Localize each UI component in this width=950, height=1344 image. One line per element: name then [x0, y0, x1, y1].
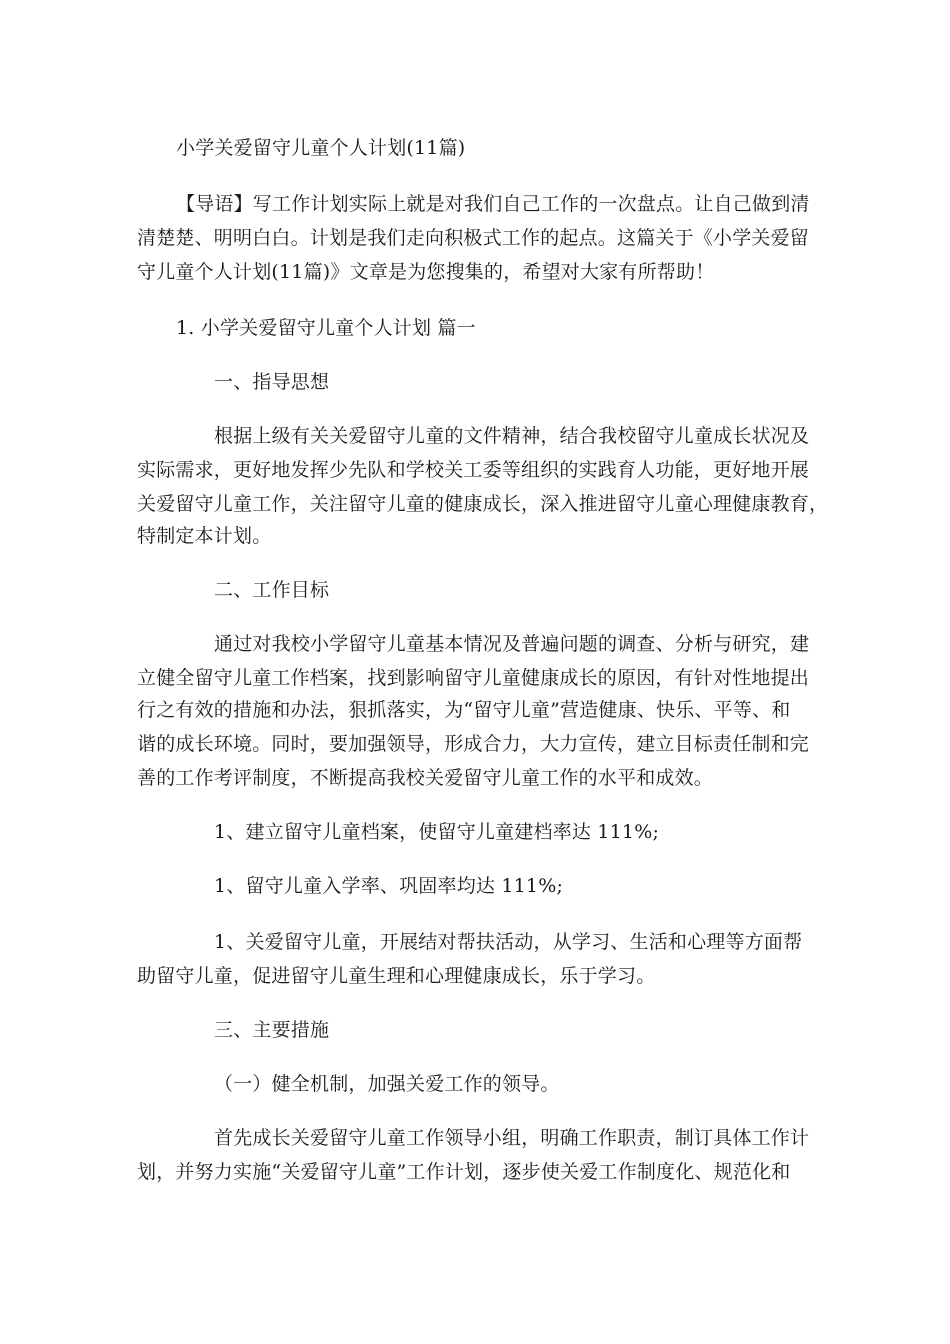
- section3-line-1: 首先成长关爱留守儿童工作领导小组，明确工作职责，制订具体工作计: [214, 1127, 810, 1149]
- section2-line-2: 立健全留守儿童工作档案，找到影响留守儿童健康成长的原因，有针对性地提出: [137, 667, 810, 689]
- section1-line-2: 实际需求，更好地发挥少先队和学校关工委等组织的实践育人功能，更好地开展: [137, 459, 810, 481]
- section2-line-4: 谐的成长环境。同时，要加强领导，形成合力，大力宣传，建立目标责任制和完: [137, 733, 810, 755]
- goal-item-1: 1、建立留守儿童档案，使留守儿童建档率达 111%;: [214, 821, 660, 843]
- section-heading-work-goals: 二、工作目标: [214, 579, 330, 601]
- intro-line-3: 守儿童个人计划(11篇)》文章是为您搜集的，希望对大家有所帮助！: [137, 261, 715, 283]
- measure-subheading-1: （一）健全机制，加强关爱工作的领导。: [214, 1073, 560, 1095]
- section3-line-2: 划，并努力实施“关爱留守儿童”工作计划，逐步使关爱工作制度化、规范化和: [137, 1161, 791, 1183]
- section2-line-3: 行之有效的措施和办法，狠抓落实，为“留守儿童”营造健康、快乐、平等、和: [137, 699, 791, 721]
- section-heading-guiding-thought: 一、指导思想: [214, 371, 330, 393]
- goal-item-2: 1、留守儿童入学率、巩固率均达 111%;: [214, 875, 564, 897]
- section2-line-5: 善的工作考评制度，不断提高我校关爱留守儿童工作的水平和成效。: [137, 767, 714, 789]
- chapter-heading: 1. 小学关爱留守儿童个人计划 篇一: [176, 317, 476, 339]
- goal-item-3-line-2: 助留守儿童，促进留守儿童生理和心理健康成长，乐于学习。: [137, 965, 656, 987]
- document-title: 小学关爱留守儿童个人计划(11篇): [176, 137, 466, 159]
- intro-line-1: 【导语】写工作计划实际上就是对我们自己工作的一次盘点。让自己做到清: [176, 193, 810, 215]
- section2-line-1: 通过对我校小学留守儿童基本情况及普遍问题的调查、分析与研究，建: [214, 633, 810, 655]
- section1-line-1: 根据上级有关关爱留守儿童的文件精神，结合我校留守儿童成长状况及: [214, 425, 810, 447]
- section1-line-4: 特制定本计划。: [137, 525, 272, 547]
- section1-line-3: 关爱留守儿童工作，关注留守儿童的健康成长，深入推进留守儿童心理健康教育，: [137, 493, 829, 515]
- intro-line-2: 清楚楚、明明白白。计划是我们走向积极式工作的起点。这篇关于《小学关爱留: [137, 227, 810, 249]
- section-heading-main-measures: 三、主要措施: [214, 1019, 330, 1041]
- goal-item-3-line-1: 1、关爱留守儿童，开展结对帮扶活动，从学习、生活和心理等方面帮: [214, 931, 803, 953]
